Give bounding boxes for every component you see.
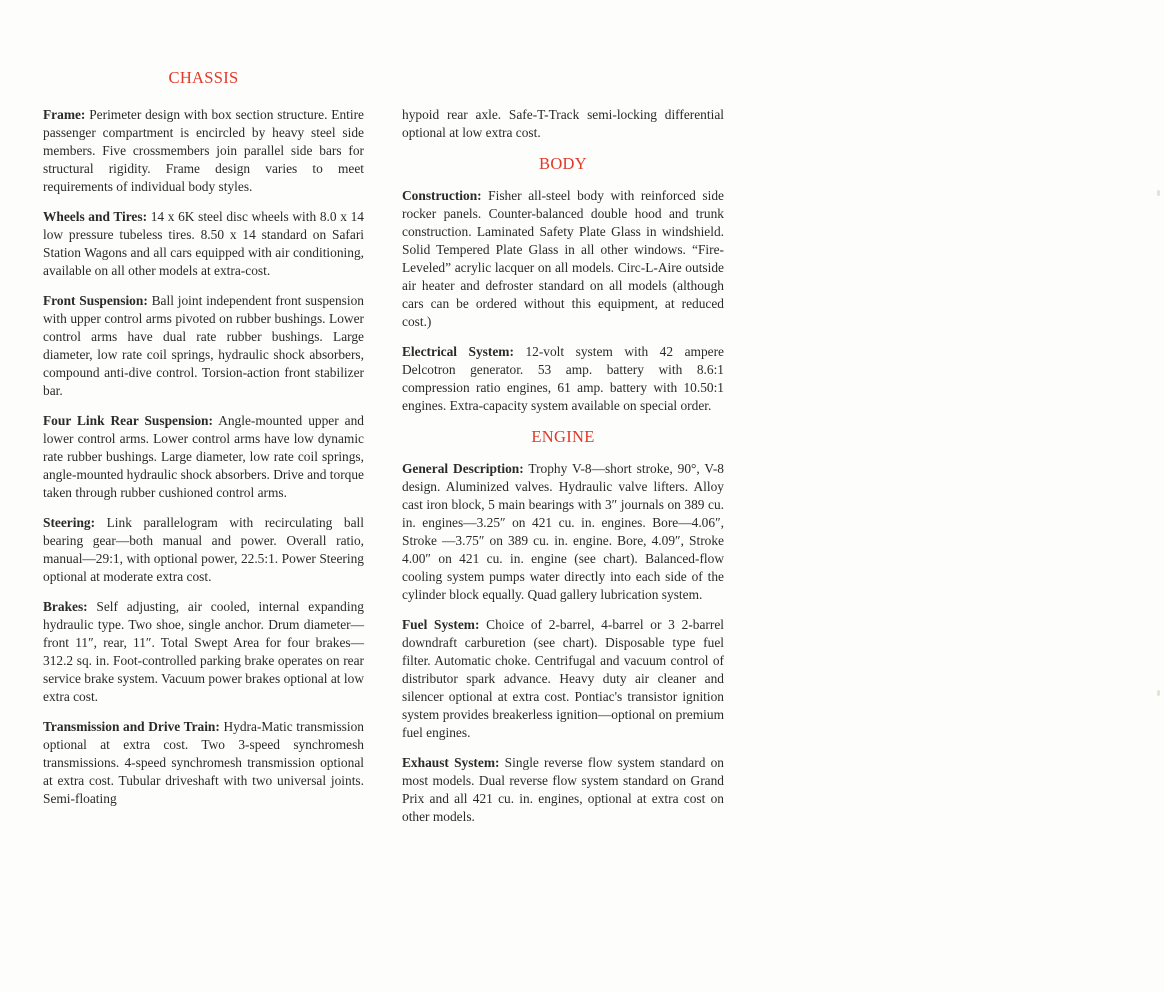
spec-term: Transmission and Drive Train: bbox=[43, 719, 220, 734]
spec-text: Hydra-Matic transmission optional at extra cost. Two 3-speed synchromesh transmissions. 4-speed synchromesh transmission optional at extra cost. Tubular driveshaft with two universal joints. Semi-floating bbox=[43, 719, 364, 806]
spec-text: Single reverse flow system standard on most models. Dual reverse flow system standard on Grand Prix and all 421 cu. in. engines, optional at extra cost on other models. bbox=[402, 755, 724, 824]
engine-heading: ENGINE bbox=[531, 427, 595, 446]
spec-paragraph-fuel-system bbox=[402, 616, 724, 742]
spec-paragraph-general-description bbox=[402, 460, 724, 604]
spec-text: Fisher all-steel body with reinforced side rocker panels. Counter-balanced double hood and trunk construction. Laminated Safety Plate Glass in windshield. Solid Tempered Plate Glass in all other windows. “Fire-Leveled” acrylic lacquer on all models. Circ-L-Aire outside air heater and defroster standard on all models (although cars can be ordered without this equipment, at reduced cost.) bbox=[402, 188, 724, 329]
spec-paragraph-construction bbox=[402, 187, 724, 331]
body-heading: BODY bbox=[539, 154, 587, 173]
spec-term: Electrical System: bbox=[402, 344, 514, 359]
right-column bbox=[402, 106, 724, 838]
spec-paragraph-steering bbox=[43, 514, 364, 586]
spec-paragraph-rear-suspension bbox=[43, 412, 364, 502]
spec-text: Ball joint independent front suspension with upper control arms pivoted on rubber bushings. Lower control arms have dual rate rubber bushings. Large diameter, low rate coil springs, hydraulic shock absorbers, compound anti-dive control. Torsion-action front stabilizer bar. bbox=[43, 293, 364, 398]
spec-paragraph-exhaust-system bbox=[402, 754, 724, 826]
chassis-heading: CHASSIS bbox=[168, 68, 239, 87]
spec-term: Frame: bbox=[43, 107, 86, 122]
spec-text: Perimeter design with box section structure. Entire passenger compartment is encircled by heavy steel side members. Five crossmembers join parallel side bars for structural rigidity. Frame design varies to meet requirements of individual body styles. bbox=[43, 107, 364, 194]
spec-term: Construction: bbox=[402, 188, 482, 203]
spec-text: Trophy V-8—short stroke, 90°, V-8 design. Aluminized valves. Hydraulic valve lifters. Alloy cast iron block, 5 main bearings with 3″ journals on 389 cu. in. engines—3.25″ on 421 cu. in. engines. Bore—4.06″, Stroke —3.75″ on 389 cu. in. engine. Bore, 4.09″, Stroke 4.00″ on 421 cu. in. engine (see chart). Balanced-flow cooling system pumps water directly into each side of the cylinder block equally. Quad gallery lubrication system. bbox=[402, 461, 724, 602]
spec-term: Fuel System: bbox=[402, 617, 480, 632]
spec-term: Four Link Rear Suspension: bbox=[43, 413, 213, 428]
spec-paragraph-frame bbox=[43, 106, 364, 196]
spec-text: Self adjusting, air cooled, internal expanding hydraulic type. Two shoe, single anchor. Drum diameter—front 11″, rear, 11″. Total Swept Area for four brakes—312.2 sq. in. Foot-controlled parking brake operates on rear service brake system. Vacuum power brakes optional at low extra cost. bbox=[43, 599, 364, 704]
spec-term: Brakes: bbox=[43, 599, 88, 614]
spec-paragraph-transmission bbox=[43, 718, 364, 808]
spec-text: Angle-mounted upper and lower control arms. Lower control arms have low dynamic rate rubber bushings. Large diameter, low rate coil springs, angle-mounted hydraulic shock absorbers. Drive and torque taken through rubber cushioned control arms. bbox=[43, 413, 364, 500]
spec-text: Link parallelogram with recirculating ball bearing gear—both manual and power. Overall ratio, manual—29:1, with optional power, 22.5:1. Power Steering optional at moderate extra cost. bbox=[43, 515, 364, 584]
spec-text: 12-volt system with 42 ampere Delcotron generator. 53 amp. battery with 8.6:1 compression ratio engines, 61 amp. battery with 10.50:1 engines. Extra-capacity system available on special order. bbox=[402, 344, 724, 413]
spec-term: General Description: bbox=[402, 461, 524, 476]
spec-paragraph-electrical bbox=[402, 343, 724, 415]
spec-paragraph-wheels-tires bbox=[43, 208, 364, 280]
spec-term: Steering: bbox=[43, 515, 96, 530]
spec-text: 14 x 6K steel disc wheels with 8.0 x 14 low pressure tubeless tires. 8.50 x 14 standard on Safari Station Wagons and all cars equipped with air conditioning, available on all other models at extra-cost. bbox=[43, 209, 364, 278]
spec-paragraph-brakes bbox=[43, 598, 364, 706]
spec-text: Choice of 2-barrel, 4-barrel or 3 2-barrel downdraft carburetion (see chart). Disposable type fuel filter. Automatic choke. Centrifugal and vacuum control of distributor spark advance. Heavy duty air cleaner and silencer optional at extra cost. Pontiac's transistor ignition system provides breakerless ignition—optional on premium fuel engines. bbox=[402, 617, 724, 740]
spec-term: Front Suspension: bbox=[43, 293, 148, 308]
spec-paragraph-front-suspension bbox=[43, 292, 364, 400]
continued-paragraph: hypoid rear axle. Safe-T-Track semi-locking differential optional at low extra cost. bbox=[402, 107, 724, 140]
spec-term: Wheels and Tires: bbox=[43, 209, 148, 224]
paper-speck bbox=[1157, 190, 1160, 196]
left-column bbox=[43, 68, 364, 820]
paper-speck bbox=[1157, 690, 1160, 696]
spec-term: Exhaust System: bbox=[402, 755, 500, 770]
